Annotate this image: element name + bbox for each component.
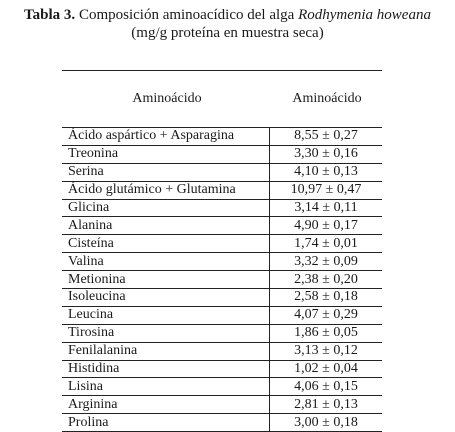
amino-acid-name: Prolina (62, 414, 270, 431)
table-row (62, 235, 382, 253)
amino-acid-value: 4,07 ± 0,29 (294, 307, 358, 323)
amino-acid-name: Metionina (62, 271, 270, 288)
caption-line-1 (0, 6, 455, 24)
column-header-name: Aminoácido (132, 91, 202, 106)
table-row (62, 217, 382, 235)
amino-acid-name: Ácido glutámico + Glutamina (62, 182, 270, 199)
amino-acid-name: Leucina (62, 307, 270, 324)
table-row (62, 378, 382, 396)
amino-acid-name: Treonina (62, 146, 270, 163)
amino-acid-name: Alanina (62, 217, 270, 234)
table-body (62, 128, 382, 432)
amino-acid-value: 4,10 ± 0,13 (294, 164, 358, 180)
table-row (62, 164, 382, 182)
table-label: Tabla 3. (24, 7, 76, 23)
table-row (62, 271, 382, 289)
amino-acid-value: 3,00 ± 0,18 (294, 414, 358, 430)
table-row (62, 146, 382, 164)
amino-acid-value: 4,06 ± 0,15 (294, 378, 358, 394)
table-row (62, 414, 382, 432)
amino-acid-value: 2,38 ± 0,20 (294, 271, 358, 287)
amino-acid-value: 1,74 ± 0,01 (294, 235, 358, 251)
amino-acid-name: Arginina (62, 396, 270, 413)
table-row (62, 307, 382, 325)
amino-acid-name: Tirosina (62, 325, 270, 342)
amino-acid-name: Cisteína (62, 235, 270, 252)
amino-acid-value: 2,58 ± 0,18 (294, 289, 358, 305)
table-row (62, 253, 382, 271)
table-row (62, 128, 382, 146)
species-name: Rodhymenia howeana (298, 7, 431, 23)
amino-acid-table (62, 70, 382, 432)
amino-acid-name: Serina (62, 164, 270, 181)
amino-acid-value: 3,13 ± 0,12 (294, 343, 358, 359)
amino-acid-name: Lisina (62, 378, 270, 395)
table-row (62, 396, 382, 414)
table-header-row (62, 71, 382, 128)
amino-acid-name: Isoleucina (62, 289, 270, 306)
amino-acid-value: 1,86 ± 0,05 (294, 325, 358, 341)
table-row (62, 200, 382, 218)
amino-acid-value: 2,81 ± 0,13 (294, 396, 358, 412)
caption-text: Composición aminoacídico del alga (78, 7, 295, 23)
amino-acid-name: Histidina (62, 361, 270, 378)
amino-acid-value: 3,30 ± 0,16 (294, 146, 358, 162)
amino-acid-name: Glicina (62, 200, 270, 217)
table-row (62, 361, 382, 379)
amino-acid-name: Ácido aspártico + Asparagina (62, 128, 270, 145)
amino-acid-value: 4,90 ± 0,17 (294, 217, 358, 233)
table-row (62, 343, 382, 361)
amino-acid-value: 1,02 ± 0,04 (294, 361, 358, 377)
column-header-value: Aminoácido (292, 91, 362, 106)
amino-acid-value: 3,32 ± 0,09 (294, 253, 358, 269)
amino-acid-value: 3,14 ± 0,11 (294, 200, 358, 215)
table-row (62, 289, 382, 307)
table-row (62, 325, 382, 343)
table-row (62, 182, 382, 200)
caption-line-2: (mg/g proteína en muestra seca) (131, 25, 324, 41)
amino-acid-name: Valina (62, 253, 270, 270)
amino-acid-value: 8,55 ± 0,27 (294, 128, 358, 144)
amino-acid-name: Fenilalanina (62, 343, 270, 360)
table-caption (0, 6, 455, 42)
amino-acid-value: 10,97 ± 0,47 (290, 182, 362, 198)
